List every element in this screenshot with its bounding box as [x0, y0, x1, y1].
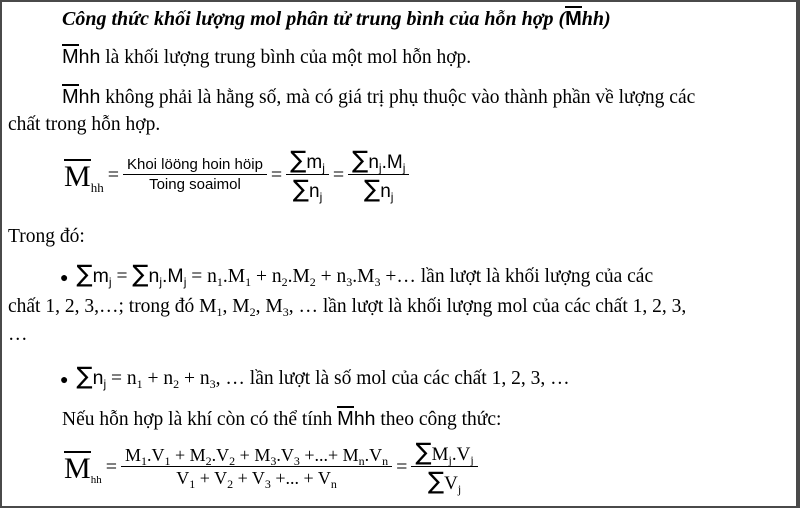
heading-hh: hh [581, 8, 605, 30]
bullet-icon: ● [60, 373, 69, 388]
formula-lhs-sub: hh [90, 474, 102, 487]
sigma-icon: ∑ [415, 438, 432, 466]
bullet-1: ● $\sum m_j = \sum n_j.M_j = n_1.M_1 + n_2.M_2 + n_3.M_3$ +… lần lượt là khối lượng của các [60, 260, 654, 289]
bullet-1-ellipsis: … [8, 324, 28, 345]
fraction-text [123, 157, 267, 193]
sigma-icon: ∑ [364, 175, 381, 204]
bullet-1-cont: chất 1, 2, 3,…; trong đó $M_1$, $M_2$, $M_3$, … lần lượt là khối lượng mol của các chất 1, 2, 3, [8, 296, 687, 319]
mhh-symbol: M [337, 408, 354, 430]
bullet-2: ● $\sum n_j = n_1 + n_2 + n_3$, … lần lượt là số mol của các chất 1, 2, 3, … [60, 362, 570, 391]
formula-gas-molar-mass [64, 438, 478, 497]
fraction-numerator: Khoi lööng hoin höip [123, 157, 267, 175]
fraction-sum-nm: $\frac{\sum n_j.M_j}{\sum n_j}$ [348, 148, 409, 202]
paragraph-2-text: không phải là hằng số, mà có giá trị phụ thuộc vào thành phần về lượng các [100, 87, 696, 108]
document-page [2, 2, 796, 506]
formula-lhs-m: M [64, 451, 91, 485]
bullet-icon: ● [60, 271, 69, 286]
trong-do-label: Trong đó: [8, 226, 85, 247]
paragraph-1-text: là khối lượng trung bình của một mol hỗn hợp. [100, 47, 472, 68]
fraction-sum-m: $\frac{\sum m_j}{\sum n_j}$ [286, 148, 329, 202]
equals-sign: = [107, 163, 119, 186]
sigma-icon: ∑ [132, 260, 149, 288]
sigma-icon: ∑ [352, 146, 369, 174]
equals-sign: = [396, 455, 408, 478]
sigma-icon: ∑ [76, 362, 93, 390]
formula-lhs-m: M [64, 159, 91, 193]
fraction-denominator: Toing soaimol [149, 176, 241, 194]
sigma-icon: ∑ [76, 260, 93, 288]
gas-paragraph: Nếu hỗn hợp là khí còn có thể tính Mhh theo công thức: [62, 408, 502, 430]
mhh-sub: hh [78, 86, 101, 108]
fraction-volume [121, 445, 392, 492]
fraction-denominator: $V_1 + V_2 + V_3$ +... + $V_n$ [176, 468, 337, 492]
fraction-sum-mv: $\frac{\sum M_j.V_j}{\sum V_j}$ [411, 440, 477, 494]
heading-m-bar: M [565, 8, 582, 30]
paragraph-2 [62, 84, 695, 109]
heading-close: ) [604, 8, 611, 30]
sigma-icon: ∑ [292, 175, 309, 204]
formula-molar-mass [64, 146, 409, 205]
heading [62, 6, 611, 31]
sigma-icon: ∑ [290, 146, 307, 174]
paragraph-2-cont: chất trong hỗn hợp. [8, 114, 161, 135]
sigma-icon: ∑ [427, 467, 445, 496]
formula-lhs-sub: hh [90, 180, 104, 196]
paragraph-1 [62, 44, 471, 69]
equals-sign: = [332, 163, 345, 186]
heading-text: Công thức khối lượng mol phân tử trung bình của hỗn hợp ( [62, 8, 566, 30]
equals-sign: = [270, 163, 283, 186]
fraction-numerator: $M_1.V_1 + M_2.V_2 + M_3.V_3$ +...+ $M_n.V_n$ [121, 446, 392, 467]
mhh-symbol: M [62, 46, 79, 68]
equals-sign: = [105, 455, 117, 478]
mhh-sub: hh [78, 46, 101, 68]
mhh-symbol: M [62, 86, 79, 108]
